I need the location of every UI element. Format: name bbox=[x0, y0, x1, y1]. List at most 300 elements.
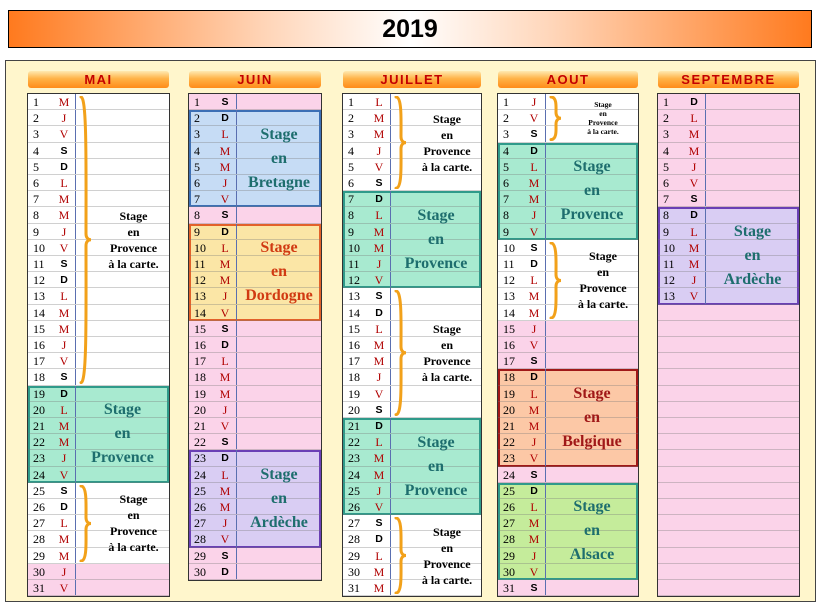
day-row bbox=[189, 386, 321, 402]
weekday-letter: J bbox=[368, 483, 391, 498]
stage-label-line: en bbox=[584, 182, 600, 200]
day-number: 6 bbox=[503, 176, 509, 190]
day-number: 2 bbox=[663, 111, 669, 126]
stage-label-line: Stage bbox=[433, 524, 461, 539]
day-number: 11 bbox=[503, 257, 515, 271]
day-number: 28 bbox=[348, 532, 360, 547]
day-number: 1 bbox=[33, 95, 39, 109]
day-number: 15 bbox=[194, 321, 206, 336]
weekday-letter: S bbox=[214, 434, 237, 449]
day-cell bbox=[76, 580, 169, 595]
day-number: 12 bbox=[194, 273, 206, 288]
weekday-letter: D bbox=[368, 191, 391, 206]
day-row bbox=[28, 580, 169, 596]
weekday-letter: M bbox=[368, 240, 391, 255]
weekday-letter: S bbox=[53, 256, 76, 271]
day-number: 6 bbox=[663, 176, 669, 190]
month-column-mai bbox=[27, 93, 170, 597]
weekday-letter: S bbox=[368, 402, 391, 417]
stage-label-line: en bbox=[599, 109, 607, 119]
day-number: 25 bbox=[33, 483, 45, 498]
stage-label-line: en bbox=[744, 247, 761, 264]
day-row bbox=[658, 531, 799, 547]
stage-label-line: à la carte. bbox=[421, 572, 473, 587]
day-number: 17 bbox=[33, 354, 45, 369]
weekday-letter: M bbox=[523, 515, 546, 530]
weekday-letter: J bbox=[683, 272, 706, 287]
weekday-letter: D bbox=[683, 94, 706, 109]
weekday-letter: M bbox=[214, 499, 237, 514]
day-number: 3 bbox=[503, 127, 509, 142]
month-header-septembre: SEPTEMBRE bbox=[658, 71, 799, 88]
weekday-letter: M bbox=[523, 288, 546, 303]
stage-label-line: Provence bbox=[404, 481, 468, 499]
stage-label-line: Stage bbox=[119, 492, 148, 507]
stage-label-line: à la carte. bbox=[421, 370, 473, 385]
weekday-letter: M bbox=[683, 126, 706, 141]
day-cell bbox=[658, 450, 799, 465]
weekday-letter: V bbox=[53, 126, 76, 141]
day-cell bbox=[237, 207, 321, 222]
day-cell bbox=[658, 418, 799, 433]
day-row bbox=[658, 143, 799, 159]
weekday-letter: S bbox=[214, 548, 237, 563]
weekday-letter: S bbox=[53, 143, 76, 158]
weekday-letter: J bbox=[523, 434, 546, 449]
day-cell bbox=[237, 402, 321, 417]
day-number: 9 bbox=[348, 224, 354, 239]
weekday-letter: L bbox=[368, 321, 391, 336]
calendar-board bbox=[5, 60, 816, 602]
day-number: 30 bbox=[33, 564, 45, 579]
day-number: 15 bbox=[33, 321, 45, 336]
day-row bbox=[658, 434, 799, 450]
day-number: 16 bbox=[348, 338, 360, 352]
day-number: 14 bbox=[194, 305, 206, 320]
day-row bbox=[658, 175, 799, 191]
day-number: 14 bbox=[33, 305, 45, 320]
day-row bbox=[658, 483, 799, 499]
day-row bbox=[658, 126, 799, 142]
day-number: 18 bbox=[33, 370, 45, 385]
day-number: 11 bbox=[194, 257, 206, 271]
day-row bbox=[658, 564, 799, 580]
day-cell bbox=[658, 467, 799, 482]
day-number: 10 bbox=[348, 240, 360, 255]
stage-label-aout-18 bbox=[548, 382, 636, 454]
weekday-letter: V bbox=[53, 467, 76, 482]
day-cell bbox=[658, 548, 799, 563]
stage-label-line: en bbox=[441, 127, 453, 142]
weekday-letter: S bbox=[53, 483, 76, 498]
stage-label-line: à la carte. bbox=[108, 540, 159, 555]
day-number: 20 bbox=[194, 402, 206, 417]
day-row bbox=[28, 321, 169, 337]
day-number: 4 bbox=[194, 143, 200, 158]
day-number: 12 bbox=[503, 273, 515, 288]
weekday-letter: V bbox=[214, 418, 237, 433]
day-number: 3 bbox=[194, 127, 200, 142]
weekday-letter: M bbox=[53, 207, 76, 222]
curly-brace-path bbox=[551, 243, 561, 318]
day-cell bbox=[237, 434, 321, 449]
day-row bbox=[658, 548, 799, 564]
day-number: 29 bbox=[348, 548, 360, 563]
weekday-letter: L bbox=[368, 434, 391, 449]
day-cell bbox=[658, 531, 799, 546]
day-row bbox=[28, 353, 169, 369]
day-number: 21 bbox=[503, 419, 515, 433]
weekday-letter: V bbox=[214, 191, 237, 206]
curly-brace-path bbox=[81, 97, 91, 383]
day-row bbox=[658, 499, 799, 515]
day-number: 4 bbox=[348, 143, 354, 158]
day-number: 4 bbox=[33, 143, 39, 158]
day-cell bbox=[706, 94, 799, 109]
weekday-letter: J bbox=[53, 110, 76, 125]
day-number: 26 bbox=[348, 500, 360, 514]
curly-brace-icon bbox=[548, 242, 562, 319]
weekday-letter: M bbox=[368, 580, 391, 595]
day-cell bbox=[237, 369, 321, 384]
stage-label-line: en bbox=[597, 265, 609, 280]
day-number: 25 bbox=[348, 483, 360, 498]
day-number: 23 bbox=[33, 451, 45, 466]
weekday-letter: D bbox=[368, 305, 391, 320]
weekday-letter: S bbox=[523, 353, 546, 368]
day-number: 7 bbox=[33, 192, 39, 207]
stage-label-mai-1 bbox=[100, 208, 167, 272]
weekday-letter: J bbox=[214, 288, 237, 303]
day-number: 2 bbox=[194, 111, 200, 126]
day-cell bbox=[237, 321, 321, 336]
day-row bbox=[28, 564, 169, 580]
day-row bbox=[28, 143, 169, 159]
day-number: 21 bbox=[348, 419, 360, 433]
day-number: 1 bbox=[503, 95, 509, 109]
day-cell bbox=[546, 321, 638, 336]
curly-brace-icon bbox=[78, 485, 92, 562]
stage-label-line: en bbox=[584, 409, 600, 426]
day-cell bbox=[706, 110, 799, 125]
day-row bbox=[658, 337, 799, 353]
weekday-letter: J bbox=[214, 175, 237, 190]
month-header-juillet: JUILLET bbox=[343, 71, 481, 88]
day-number: 19 bbox=[503, 386, 515, 401]
weekday-letter: J bbox=[523, 94, 546, 109]
day-number: 1 bbox=[348, 95, 354, 109]
day-cell bbox=[237, 337, 321, 352]
stage-label-line: Provence bbox=[404, 254, 468, 272]
day-number: 6 bbox=[33, 176, 39, 190]
day-row bbox=[189, 369, 321, 385]
day-number: 31 bbox=[348, 581, 360, 595]
stage-label-aout-25 bbox=[548, 495, 636, 567]
weekday-letter: M bbox=[53, 321, 76, 336]
weekday-letter: M bbox=[368, 564, 391, 579]
month-column-aout bbox=[497, 93, 639, 597]
day-row bbox=[28, 337, 169, 353]
weekday-letter: M bbox=[368, 110, 391, 125]
day-number: 12 bbox=[33, 273, 45, 288]
day-row bbox=[658, 402, 799, 418]
stage-label-line: Ardèche bbox=[250, 514, 308, 531]
day-number: 11 bbox=[348, 257, 360, 271]
day-number: 11 bbox=[663, 257, 675, 271]
day-row bbox=[189, 353, 321, 369]
weekday-letter: J bbox=[214, 402, 237, 417]
curly-brace-path bbox=[396, 97, 406, 188]
day-number: 5 bbox=[194, 159, 200, 174]
day-number: 13 bbox=[503, 289, 515, 304]
weekday-letter: L bbox=[523, 386, 546, 401]
curly-brace-path bbox=[396, 518, 406, 593]
year-title: 2019 bbox=[8, 10, 812, 48]
stage-label-line: Provence bbox=[423, 143, 471, 158]
day-number: 17 bbox=[194, 354, 206, 369]
day-row bbox=[658, 369, 799, 385]
day-number: 16 bbox=[194, 338, 206, 352]
weekday-letter: D bbox=[523, 256, 546, 271]
stage-label-juillet-1 bbox=[415, 111, 479, 175]
weekday-letter: S bbox=[368, 515, 391, 530]
weekday-letter: M bbox=[683, 256, 706, 271]
day-row bbox=[189, 418, 321, 434]
day-number: 12 bbox=[348, 273, 360, 288]
weekday-letter: D bbox=[523, 483, 546, 498]
day-number: 19 bbox=[194, 386, 206, 401]
weekday-letter: D bbox=[523, 143, 546, 158]
day-row bbox=[28, 175, 169, 191]
weekday-letter: M bbox=[523, 305, 546, 320]
day-number: 7 bbox=[194, 192, 200, 207]
weekday-letter: M bbox=[53, 94, 76, 109]
stage-label-line: Stage bbox=[433, 322, 461, 337]
stage-label-line: en bbox=[114, 425, 131, 443]
stage-label-line: Ardèche bbox=[723, 271, 782, 288]
day-number: 13 bbox=[348, 289, 360, 304]
day-number: 3 bbox=[348, 127, 354, 142]
day-number: 4 bbox=[663, 143, 669, 158]
weekday-letter: V bbox=[368, 499, 391, 514]
weekday-letter: S bbox=[683, 191, 706, 206]
weekday-letter: V bbox=[683, 175, 706, 190]
weekday-letter: J bbox=[523, 548, 546, 563]
day-cell bbox=[658, 353, 799, 368]
weekday-letter: V bbox=[214, 531, 237, 546]
stage-label-aout-10 bbox=[570, 248, 636, 312]
day-cell bbox=[546, 467, 638, 482]
weekday-letter: V bbox=[523, 564, 546, 579]
month-header-aout: AOUT bbox=[498, 71, 638, 88]
weekday-letter: M bbox=[53, 191, 76, 206]
day-row bbox=[28, 288, 169, 304]
weekday-letter: J bbox=[523, 321, 546, 336]
day-cell bbox=[237, 548, 321, 563]
day-number: 26 bbox=[33, 500, 45, 514]
day-number: 24 bbox=[194, 467, 206, 482]
day-row bbox=[658, 191, 799, 207]
day-number: 10 bbox=[663, 240, 675, 255]
stage-label-line: Provence bbox=[423, 556, 471, 571]
weekday-letter: S bbox=[214, 207, 237, 222]
curly-brace-path bbox=[551, 97, 561, 140]
day-row bbox=[658, 94, 799, 110]
day-number: 11 bbox=[33, 257, 45, 271]
stage-label-line: en bbox=[271, 490, 287, 507]
weekday-letter: S bbox=[53, 369, 76, 384]
day-number: 8 bbox=[348, 208, 354, 223]
stage-label-juillet-13 bbox=[415, 321, 479, 385]
month-header-juin: JUIN bbox=[189, 71, 321, 88]
stage-label-line: Provence bbox=[560, 206, 624, 224]
weekday-letter: L bbox=[214, 353, 237, 368]
stage-label-line: en bbox=[441, 338, 453, 353]
day-row bbox=[28, 110, 169, 126]
weekday-letter: M bbox=[214, 143, 237, 158]
weekday-letter: D bbox=[214, 110, 237, 125]
stage-label-line: Stage bbox=[103, 401, 142, 419]
stage-label-line: Stage bbox=[119, 208, 148, 223]
day-cell bbox=[658, 580, 799, 595]
weekday-letter: L bbox=[523, 159, 546, 174]
day-number: 10 bbox=[503, 240, 515, 255]
curly-brace-icon bbox=[393, 96, 407, 189]
weekday-letter: L bbox=[214, 467, 237, 482]
day-cell bbox=[658, 337, 799, 352]
stage-label-line: Stage bbox=[573, 385, 611, 402]
weekday-letter: L bbox=[53, 288, 76, 303]
weekday-letter: V bbox=[523, 337, 546, 352]
stage-label-line: Stage bbox=[594, 100, 612, 110]
day-row bbox=[658, 159, 799, 175]
weekday-letter: L bbox=[683, 224, 706, 239]
day-row bbox=[189, 548, 321, 564]
day-number: 30 bbox=[503, 564, 515, 579]
weekday-letter: S bbox=[368, 175, 391, 190]
stage-label-line: en bbox=[127, 224, 140, 239]
weekday-letter: D bbox=[53, 386, 76, 401]
weekday-letter: V bbox=[53, 240, 76, 255]
stage-label-line: Belgique bbox=[562, 433, 622, 450]
day-row bbox=[658, 515, 799, 531]
day-cell bbox=[237, 94, 321, 109]
weekday-letter: D bbox=[214, 450, 237, 465]
day-number: 2 bbox=[503, 111, 509, 126]
day-row bbox=[189, 434, 321, 450]
weekday-letter: D bbox=[368, 531, 391, 546]
day-row bbox=[189, 321, 321, 337]
day-number: 8 bbox=[503, 208, 509, 223]
day-row bbox=[343, 402, 481, 418]
day-row bbox=[189, 564, 321, 580]
weekday-letter: D bbox=[214, 564, 237, 579]
day-row bbox=[498, 353, 638, 369]
weekday-letter: M bbox=[53, 305, 76, 320]
day-number: 29 bbox=[194, 548, 206, 563]
day-number: 1 bbox=[663, 95, 669, 109]
day-number: 29 bbox=[33, 548, 45, 563]
weekday-letter: L bbox=[523, 272, 546, 287]
day-number: 15 bbox=[348, 321, 360, 336]
weekday-letter: M bbox=[53, 434, 76, 449]
weekday-letter: M bbox=[523, 402, 546, 417]
weekday-letter: V bbox=[368, 272, 391, 287]
day-row bbox=[658, 467, 799, 483]
day-number: 20 bbox=[503, 402, 515, 417]
day-row bbox=[189, 94, 321, 110]
day-number: 24 bbox=[33, 467, 45, 482]
day-number: 26 bbox=[194, 500, 206, 514]
day-number: 5 bbox=[33, 159, 39, 174]
weekday-letter: V bbox=[368, 159, 391, 174]
day-row bbox=[28, 126, 169, 142]
day-number: 8 bbox=[194, 208, 200, 223]
day-number: 21 bbox=[33, 419, 45, 433]
day-number: 30 bbox=[194, 564, 206, 579]
day-cell bbox=[658, 564, 799, 579]
day-number: 27 bbox=[194, 516, 206, 531]
day-row bbox=[28, 191, 169, 207]
stage-label-line: Provence bbox=[423, 354, 471, 369]
stage-label-line: en bbox=[127, 508, 140, 523]
day-row bbox=[658, 450, 799, 466]
stage-label-line: en bbox=[584, 522, 600, 540]
day-row bbox=[189, 337, 321, 353]
day-number: 16 bbox=[33, 338, 45, 352]
day-row bbox=[189, 402, 321, 418]
weekday-letter: M bbox=[368, 337, 391, 352]
day-row bbox=[658, 321, 799, 337]
weekday-letter: M bbox=[214, 272, 237, 287]
day-number: 7 bbox=[348, 192, 354, 207]
weekday-letter: L bbox=[368, 94, 391, 109]
stage-label-line: Stage bbox=[573, 158, 611, 176]
weekday-letter: S bbox=[368, 288, 391, 303]
day-number: 6 bbox=[194, 176, 200, 190]
day-number: 14 bbox=[348, 305, 360, 320]
day-cell bbox=[706, 175, 799, 190]
day-number: 18 bbox=[194, 370, 206, 385]
month-column-juin bbox=[188, 93, 322, 581]
weekday-letter: L bbox=[53, 402, 76, 417]
weekday-letter: J bbox=[368, 369, 391, 384]
stage-label-line: Stage bbox=[260, 125, 298, 143]
day-number: 17 bbox=[348, 354, 360, 369]
day-number: 17 bbox=[503, 354, 515, 369]
stage-label-line: à la carte. bbox=[108, 256, 159, 271]
day-cell bbox=[658, 386, 799, 401]
day-number: 20 bbox=[33, 402, 45, 417]
day-number: 2 bbox=[348, 111, 354, 126]
day-cell bbox=[658, 305, 799, 320]
stage-label-line: Provence bbox=[579, 281, 627, 296]
day-cell bbox=[237, 418, 321, 433]
day-number: 9 bbox=[33, 224, 39, 239]
day-number: 27 bbox=[33, 516, 45, 531]
weekday-letter: M bbox=[214, 483, 237, 498]
weekday-letter: J bbox=[683, 159, 706, 174]
weekday-letter: V bbox=[53, 580, 76, 595]
stage-label-juin-9 bbox=[239, 236, 319, 308]
weekday-letter: V bbox=[523, 224, 546, 239]
weekday-letter: L bbox=[53, 175, 76, 190]
day-number: 4 bbox=[503, 143, 509, 158]
stage-label-septembre-8 bbox=[708, 220, 797, 292]
stage-label-line: en bbox=[271, 149, 287, 167]
weekday-letter: D bbox=[683, 207, 706, 222]
day-row bbox=[498, 580, 638, 596]
